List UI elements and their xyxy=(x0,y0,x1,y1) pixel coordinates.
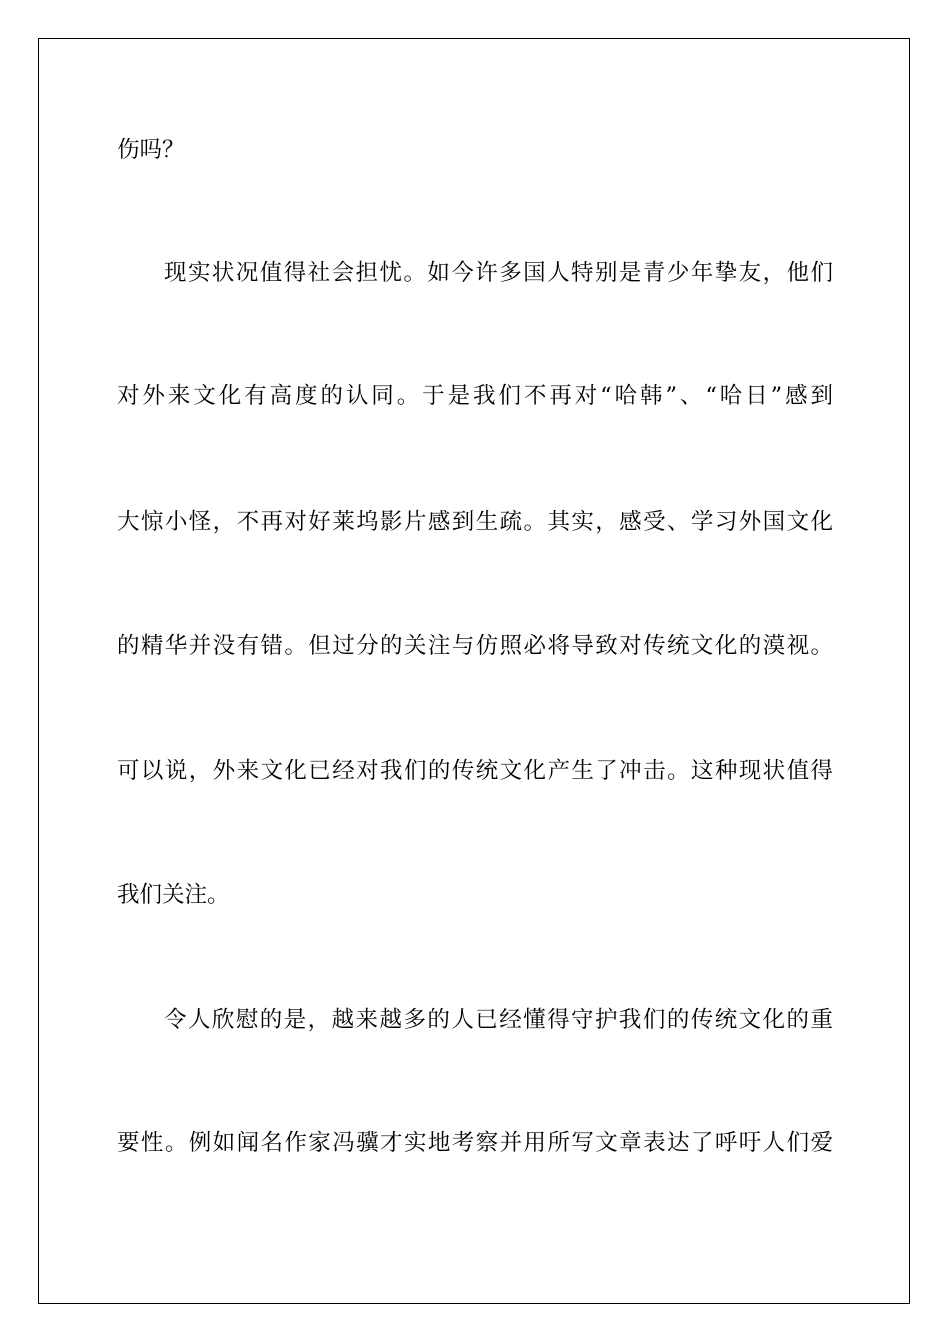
text-line-1: 伤吗？ xyxy=(117,137,185,163)
page-border xyxy=(38,38,910,1304)
text-line-8: 令人欣慰的是，越来越多的人已经懂得守护我们的传统文化的重 xyxy=(164,1007,833,1033)
text-line-7: 我们关注。 xyxy=(117,882,230,908)
text-line-4: 大惊小怪，不再对好莱坞影片感到生疏。其实，感受、学习外国文化 xyxy=(117,509,833,535)
text-line-3: 对外来文化有高度的认同。于是我们不再对“哈韩”、“哈日”感到 xyxy=(117,383,833,409)
text-line-9: 要性。例如闻名作家冯骥才实地考察并用所写文章表达了呼吁人们爱 xyxy=(117,1130,833,1156)
text-line-5: 的精华并没有错。但过分的关注与仿照必将导致对传统文化的漠视。 xyxy=(117,633,833,659)
text-line-6: 可以说，外来文化已经对我们的传统文化产生了冲击。这种现状值得 xyxy=(117,758,833,784)
text-line-2: 现实状况值得社会担忧。如今许多国人特别是青少年挚友，他们 xyxy=(164,260,833,286)
